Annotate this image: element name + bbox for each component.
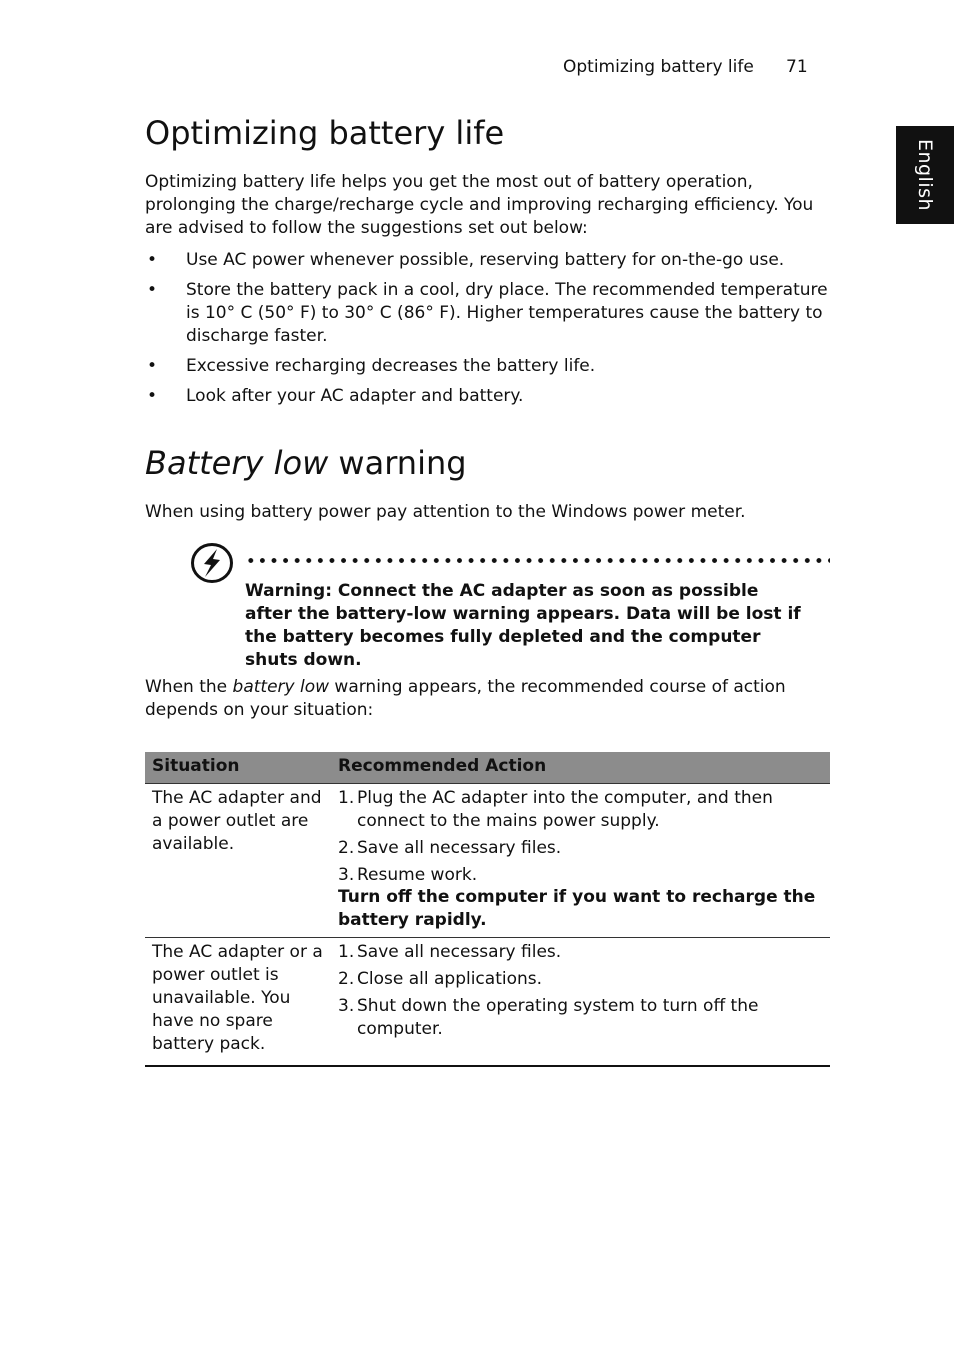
situation-cell: The AC adapter or a power outlet is unavailable. You have no spare battery pack. (145, 938, 331, 1067)
table-header-row (145, 752, 830, 784)
language-tab (896, 126, 954, 224)
situation-paragraph: When the battery low warning appears, the recommended course of action depends on your situation: (145, 677, 786, 720)
table-row (145, 938, 830, 1067)
step-item: 3. Shut down the operating system to turn off the computer. (338, 996, 759, 1039)
list-item (145, 279, 835, 348)
warning-dotted-rule (245, 558, 830, 563)
action-cell (331, 784, 830, 938)
bullet-icon: • (147, 386, 158, 406)
suggestion-list (145, 249, 835, 415)
step-item: 2. Close all applications. (338, 969, 543, 989)
step-list (338, 787, 823, 887)
column-header-situation: Situation (145, 752, 331, 784)
step-list (338, 941, 823, 1041)
list-item (145, 249, 835, 272)
section-heading-optimizing: Optimizing battery life (145, 114, 505, 152)
bullet-icon: • (147, 356, 158, 376)
language-tab-label: English (914, 138, 936, 212)
step-item: 3. Resume work. (338, 865, 478, 885)
lightning-warning-icon (190, 542, 234, 584)
list-item-text: Excessive recharging decreases the battery life. (186, 356, 596, 376)
section-heading-battery-low (145, 444, 467, 482)
page-number: 71 (786, 57, 808, 77)
power-meter-paragraph: When using battery power pay attention to the Windows power meter. (145, 502, 746, 522)
heading-rest-part: warning (328, 444, 467, 482)
running-header-title: Optimizing battery life (563, 57, 754, 77)
bullet-icon: • (147, 250, 158, 270)
list-item-text: Use AC power whenever possible, reserving battery for on-the-go use. (186, 250, 785, 270)
list-item-text: Look after your AC adapter and battery. (186, 386, 524, 406)
step-item: 1. Save all necessary files. (338, 942, 562, 962)
table-row (145, 784, 830, 938)
step-item: 1. Plug the AC adapter into the computer, and then connect to the mains power supply. (338, 788, 773, 831)
bullet-icon: • (147, 280, 158, 300)
heading-italic-part: Battery low (145, 444, 329, 482)
action-cell (331, 938, 830, 1067)
step-item: 2. Save all necessary files. (338, 838, 562, 858)
column-header-action: Recommended Action (331, 752, 830, 784)
recommended-action-table (145, 752, 830, 1067)
list-item (145, 355, 835, 378)
situation-cell: The AC adapter and a power outlet are available. (145, 784, 331, 938)
recharge-note: Turn off the computer if you want to recharge the battery rapidly. (338, 887, 816, 930)
list-item (145, 385, 835, 408)
intro-paragraph: Optimizing battery life helps you get the most out of battery operation, prolonging the charge/recharge cycle and improving recharging efficiency. You are advised to follow the suggestions set out below: (145, 172, 814, 238)
list-item-text: Store the battery pack in a cool, dry place. The recommended temperature is 10° C (50° F) to 30° C (86° F). Higher temperatures cause the battery to discharge faster. (186, 280, 828, 346)
warning-text: Warning: Connect the AC adapter as soon as possible after the battery-low warning appears. Data will be lost if the battery becomes fully depleted and the computer shuts down. (245, 581, 801, 670)
